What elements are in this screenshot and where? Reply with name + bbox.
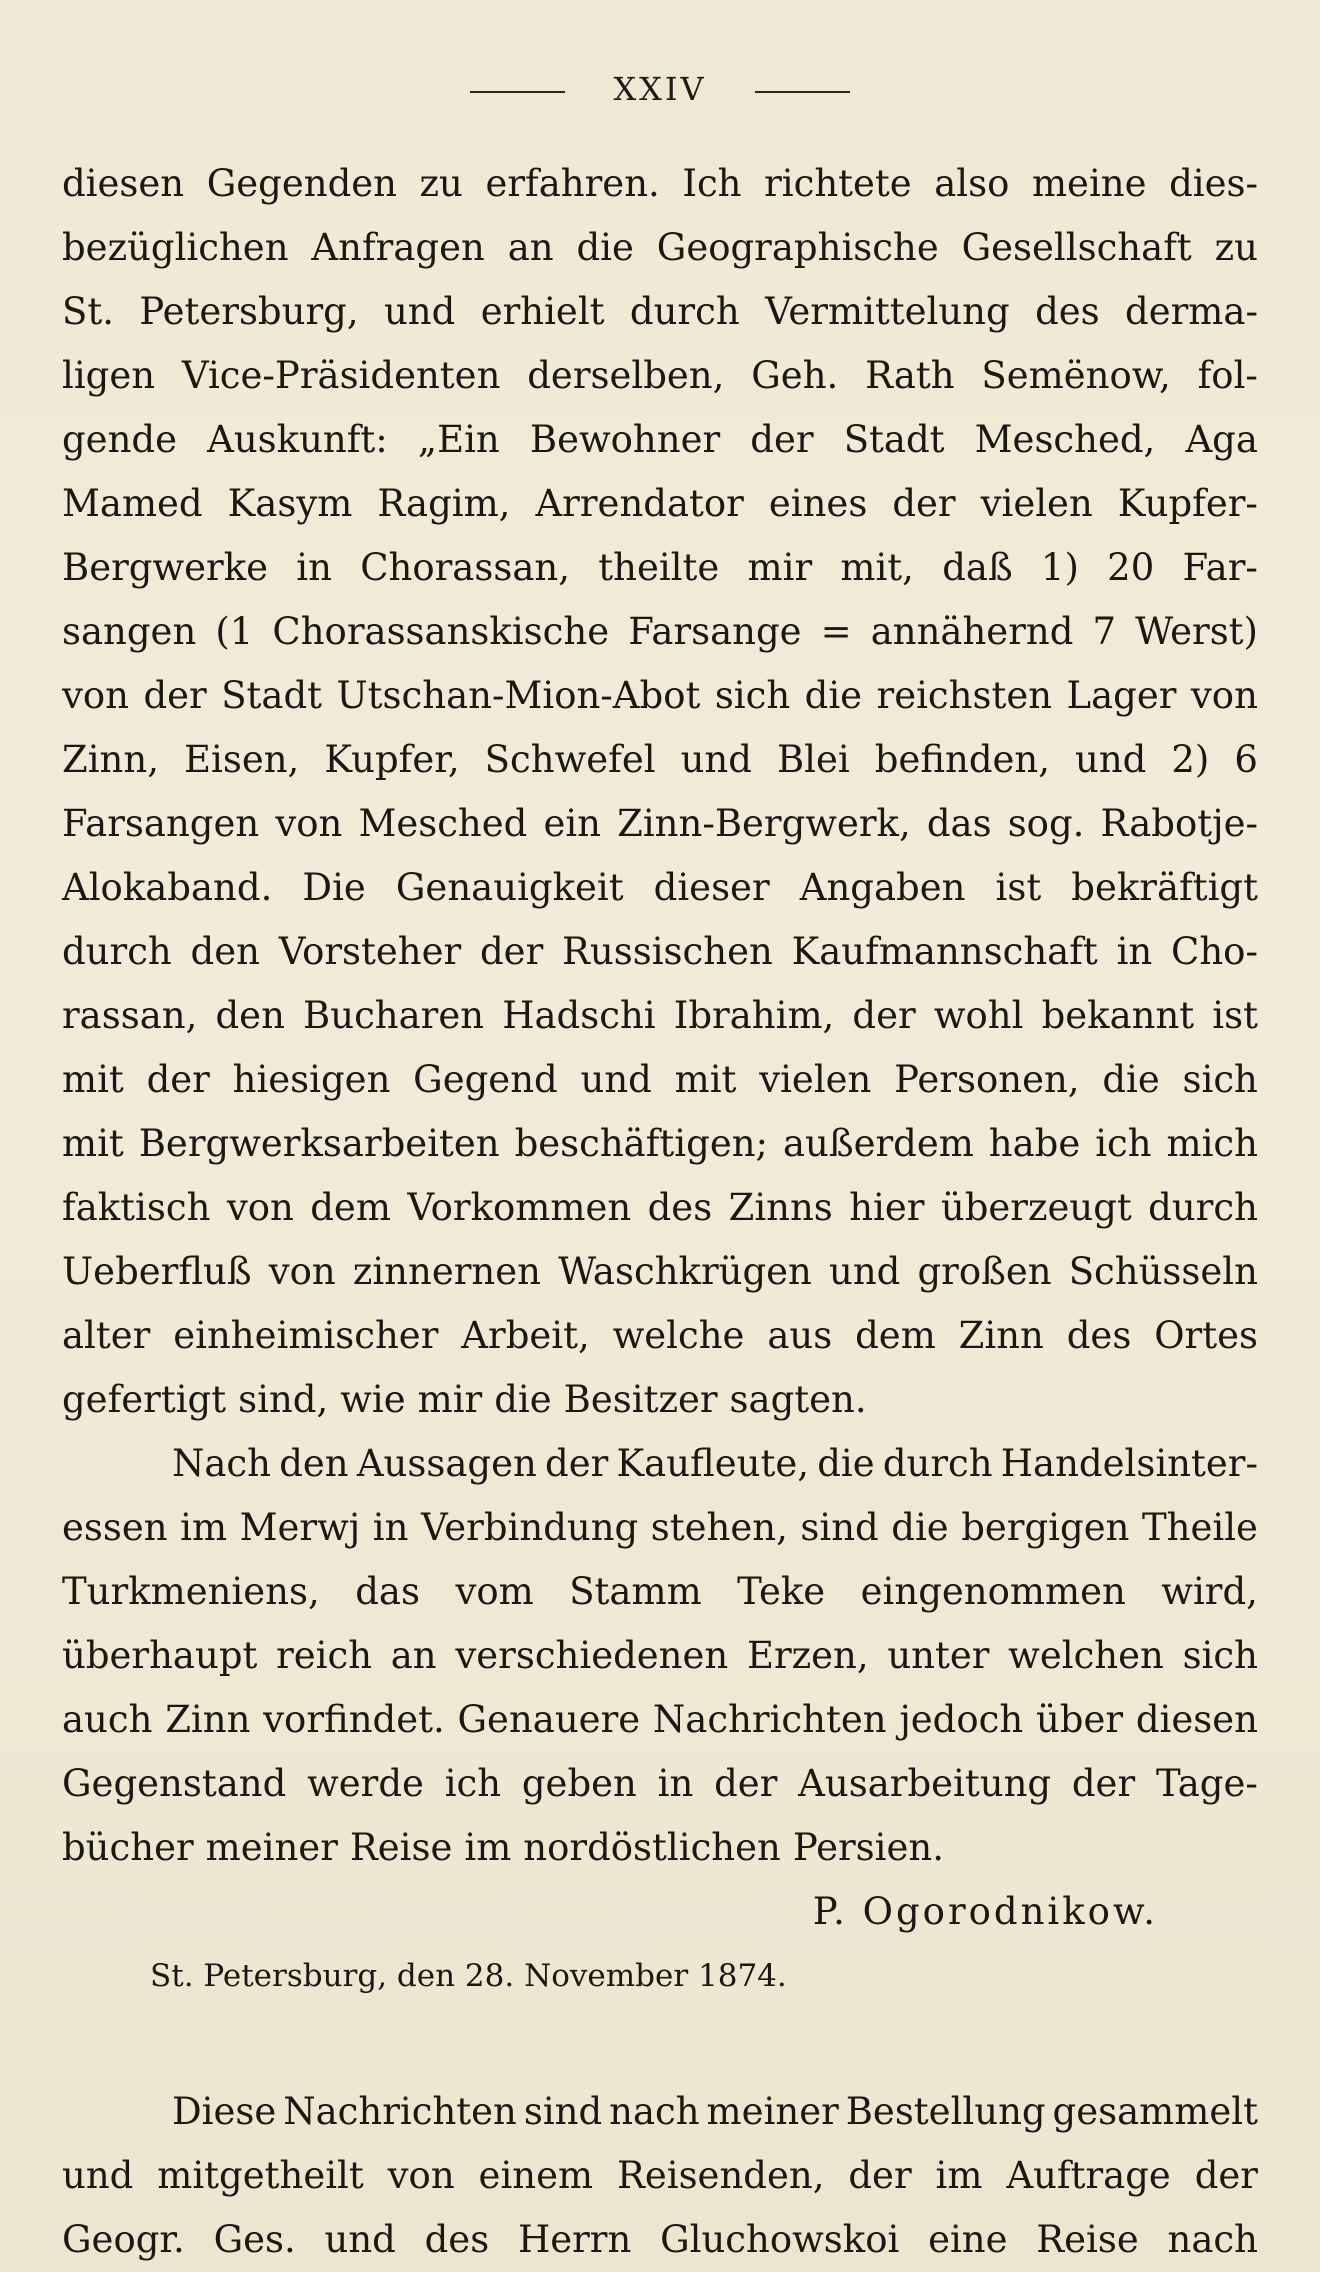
header-rule-right (755, 91, 850, 93)
text-line: auch Zinn vorfindet. Genauere Nachrichten jedoch über diesen (62, 1698, 1258, 1741)
text-line: Alokaband. Die Genauigkeit dieser Angaben ist bekräftigt (62, 866, 1258, 909)
text-line: gefertigt sind, wie mir die Besitzer sagten. (62, 1378, 867, 1421)
page-body (62, 152, 1258, 2272)
text-line: ligen Vice-Präsidenten derselben, Geh. Rath Semënow, fol- (62, 354, 1258, 397)
text-line: Ueberfluß von zinnernen Waschkrügen und großen Schüsseln (62, 1250, 1258, 1293)
paragraph-1 (62, 152, 1258, 1432)
text-line: bücher meiner Reise im nordöstlichen Persien. (62, 1826, 944, 1869)
paragraph-2 (62, 1432, 1258, 1880)
paragraph-3 (62, 2080, 1258, 2272)
text-line: sangen (1 Chorassanskische Farsange = annähernd 7 Werst) (62, 610, 1258, 653)
text-line: Bergwerke in Chorassan, theilte mir mit, daß 1) 20 Far- (62, 546, 1258, 589)
text-line: Nach den Aussagen der Kaufleute, die durch Handelsinter- (172, 1442, 1258, 1485)
header-rule-left (470, 91, 565, 93)
text-line: gende Auskunft: „Ein Bewohner der Stadt Mesched, Aga (62, 418, 1258, 461)
text-line: Farsangen von Mesched ein Zinn-Bergwerk, das sog. Rabotje- (62, 802, 1258, 845)
dateline-line (62, 1944, 1258, 2008)
text-line: Mamed Kasym Ragim, Arrendator eines der vielen Kupfer- (62, 482, 1258, 525)
text-line: von der Stadt Utschan-Mion-Abot sich die reichsten Lager von (62, 674, 1258, 717)
text-line: und mitgetheilt von einem Reisenden, der im Auftrage der (62, 2154, 1258, 2197)
text-line: mit Bergwerksarbeiten beschäftigen; außerdem habe ich mich (62, 1122, 1258, 1165)
text-line: bezüglichen Anfragen an die Geographische Gesellschaft zu (62, 226, 1258, 269)
paragraph-gap (62, 2008, 1258, 2080)
text-line: mit der hiesigen Gegend und mit vielen Personen, die sich (62, 1058, 1258, 1101)
signature: P. Ogorodnikow. (812, 1890, 1158, 1933)
text-line: Gegenstand werde ich geben in der Ausarbeitung der Tage- (62, 1762, 1258, 1805)
text-line: alter einheimischer Arbeit, welche aus dem Zinn des Ortes (62, 1314, 1258, 1357)
text-line: essen im Merwj in Verbindung stehen, sind die bergigen Theile (62, 1506, 1258, 1549)
text-line: Geogr. Ges. und des Herrn Gluchowskoi eine Reise nach (62, 2218, 1258, 2261)
text-line: Diese Nachrichten sind nach meiner Bestellung gesammelt (172, 2090, 1258, 2133)
text-line: St. Petersburg, und erhielt durch Vermittelung des derma- (62, 290, 1258, 333)
text-line: überhaupt reich an verschiedenen Erzen, unter welchen sich (62, 1634, 1258, 1677)
page-number: XXIV (613, 70, 707, 108)
text-line: rassan, den Bucharen Hadschi Ibrahim, der wohl bekannt ist (62, 994, 1258, 1037)
text-line: Zinn, Eisen, Kupfer, Schwefel und Blei befinden, und 2) 6 (62, 738, 1258, 781)
signature-line (62, 1880, 1258, 1944)
text-line: faktisch von dem Vorkommen des Zinns hier überzeugt durch (62, 1186, 1258, 1229)
page-header (0, 70, 1320, 108)
text-line: Turkmeniens, das vom Stamm Teke eingenommen wird, (62, 1570, 1258, 1613)
dateline: St. Petersburg, den 28. November 1874. (150, 1958, 787, 1994)
text-line: durch den Vorsteher der Russischen Kaufmannschaft in Cho- (62, 930, 1258, 973)
text-line: diesen Gegenden zu erfahren. Ich richtete also meine dies- (62, 162, 1258, 205)
